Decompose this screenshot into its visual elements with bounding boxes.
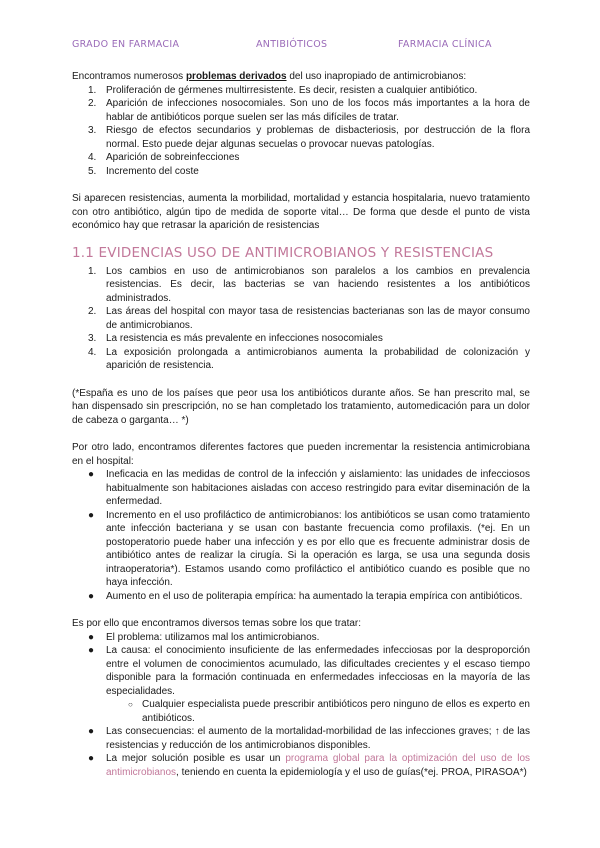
list-item-text: Incremento del coste: [106, 165, 199, 177]
header-course: FARMACIA CLÍNICA: [398, 39, 492, 50]
bullet-icon: ●: [88, 509, 95, 521]
topics-list-continued: [72, 725, 530, 779]
list-number: 3.: [88, 125, 97, 136]
circle-bullet-icon: ○: [128, 700, 133, 709]
list-number: 1.: [88, 265, 97, 277]
list-number: 4.: [88, 346, 97, 358]
list-item-text: Cualquier especialista puede prescribir antibióticos pero ninguno de ellos es experto en antibióticos.: [142, 699, 530, 724]
resistance-paragraph: Si aparecen resistencias, aumenta la morbilidad, mortalidad y estancia hospitalaria, nuevo tratamiento con otro antibiótico, algún tipo de medida de soporte vital… De forma que desde el punto de vista económico hay que retrasar la aparición de resistencias: [72, 193, 530, 231]
header-degree: GRADO EN FARMACIA: [72, 39, 180, 50]
list-item: [72, 332, 530, 346]
solution-highlight: programa global para la optimización del uso de los antimicrobianos: [106, 753, 531, 778]
list-item: [72, 84, 530, 98]
bullet-icon: ●: [88, 631, 95, 643]
bullet-icon: ●: [88, 469, 95, 480]
list-number: 2.: [88, 98, 97, 109]
factors-intro: Por otro lado, encontramos diferentes factores que pueden incrementar la resistencia antimicrobiana en el hospital:: [72, 442, 530, 467]
topics-list: [72, 631, 530, 699]
list-item: [72, 151, 530, 165]
list-item: [72, 305, 530, 332]
list-number: 4.: [88, 152, 97, 163]
list-item-text: Las áreas del hospital con mayor tasa de resistencias bacterianas son las de mayor consumo de antimicrobianos.: [106, 306, 530, 331]
list-item: [72, 165, 530, 179]
list-item: [72, 346, 530, 373]
list-item-text: Incremento en el uso profiláctico de antimicrobianos: los antibióticos se usan como tratamiento ante infección bacteriana y se usan con bastante frecuencia como profilaxis. (*ej. En un postoperatorio puede haber una infección y es por ello que es frecuente administrar dosis de antibiótico antes de realizar la cirugía. Si la operación es larga, se usa una segunda dosis intraoperatoria*). Estamos usando como profiláctico el antibiótico cuando es posible que no haya infección.: [106, 509, 530, 588]
section-title: 1.1 EVIDENCIAS USO DE ANTIMICROBIANOS Y RESISTENCIAS: [72, 244, 494, 261]
intro-highlight: problemas derivados: [185, 71, 287, 82]
list-item: [72, 509, 530, 590]
header-subject: ANTIBIÓTICOS: [256, 39, 328, 50]
intro-paragraph: [72, 70, 530, 84]
problems-list: [72, 84, 530, 179]
bullet-icon: ●: [88, 726, 95, 737]
subtopic-list: [72, 698, 530, 725]
list-item: [72, 644, 530, 698]
bullet-icon: ●: [88, 753, 95, 764]
list-item-text: Proliferación de gérmenes multirresistente. Es decir, resisten a cualquier antibiótico.: [106, 84, 478, 96]
list-item-text: La resistencia es más prevalente en infecciones nosocomiales: [106, 333, 383, 344]
bullet-icon: ●: [88, 590, 95, 602]
evidences-list: [72, 265, 530, 373]
list-item-text: Ineficacia en las medidas de control de la infección y aislamiento: las unidades de infecciosos habitualmente son habitaciones aisladas con acceso restringido para evitar diseminación de la enfermedad.: [106, 469, 530, 507]
bullet-icon: ●: [88, 645, 95, 656]
list-item: [72, 590, 530, 604]
factors-list: [72, 468, 530, 603]
list-item: [72, 124, 530, 151]
list-item-text: Aumento en el uso de politerapia empírica: ha aumentado la terapia empírica con antibióticos.: [106, 590, 523, 602]
list-item-text: El problema: utilizamos mal los antimicrobianos.: [106, 631, 320, 643]
list-number: 3.: [88, 333, 97, 344]
solution-text: La mejor solución posible es usar un: [106, 753, 286, 764]
list-item-text: Aparición de sobreinfecciones: [106, 152, 240, 163]
list-item-text: Los cambios en uso de antimicrobianos son paralelos a los cambios en prevalencia resistencias. Es decir, las bacterias se van haciendo resistentes a los antibióticos administrados.: [106, 265, 530, 304]
list-number: 5.: [88, 165, 97, 177]
quote-paragraph: (*España es uno de los países que peor usa los antibióticos durante años. Se han prescrito mal, se han dispensado sin prescripción, no se han completado los tratamiento, automedicación para un dolor de cabeza o garganta… *): [72, 387, 530, 426]
list-number: 2.: [88, 306, 97, 317]
list-item: [72, 631, 530, 645]
list-item: [72, 265, 530, 306]
list-number: 1.: [88, 84, 97, 96]
list-item-text: La causa: el conocimiento insuficiente de las enfermedades infecciosas por la desproporción entre el volumen de conocimientos acumulado, las dificultades crecientes y el escaso tiempo disponible para la formación continuada en enfermedades infecciosas en la mayoría de las especialidades.: [106, 645, 530, 697]
topics-intro: Es por ello que encontramos diversos temas sobre los que tratar:: [72, 618, 362, 629]
list-item: [72, 698, 530, 725]
list-item-text: Aparición de infecciones nosocomiales. Son uno de los focos más importantes a la hora de hablar de antibióticos porque suelen ser las más difíciles de tratar.: [106, 98, 530, 123]
document-body: [72, 70, 530, 779]
list-item-text: Riesgo de efectos secundarios y problemas de disbacteriosis, por destrucción de la flora normal. Esto puede dejar algunas secuelas o provocar nuevas patologías.: [106, 125, 530, 150]
list-item-text: Las consecuencias: el aumento de la mortalidad-morbilidad de las infecciones graves; ↑ de las resistencias y reducción de los antimicrobianos disponibles.: [106, 726, 530, 751]
list-item: [72, 468, 530, 509]
list-item: [72, 752, 530, 779]
list-item: [72, 725, 530, 752]
intro-text-end: del uso inapropiado de antimicrobianos:: [286, 71, 467, 82]
intro-text: Encontramos numerosos: [72, 71, 186, 82]
list-item-text: La exposición prolongada a antimicrobianos aumenta la probabilidad de colonización y aparición de resistencia.: [106, 346, 530, 371]
solution-text-end: , teniendo en cuenta la epidemiología y el uso de guías(*ej. PROA, PIRASOA*): [176, 766, 527, 778]
list-item: [72, 97, 530, 124]
